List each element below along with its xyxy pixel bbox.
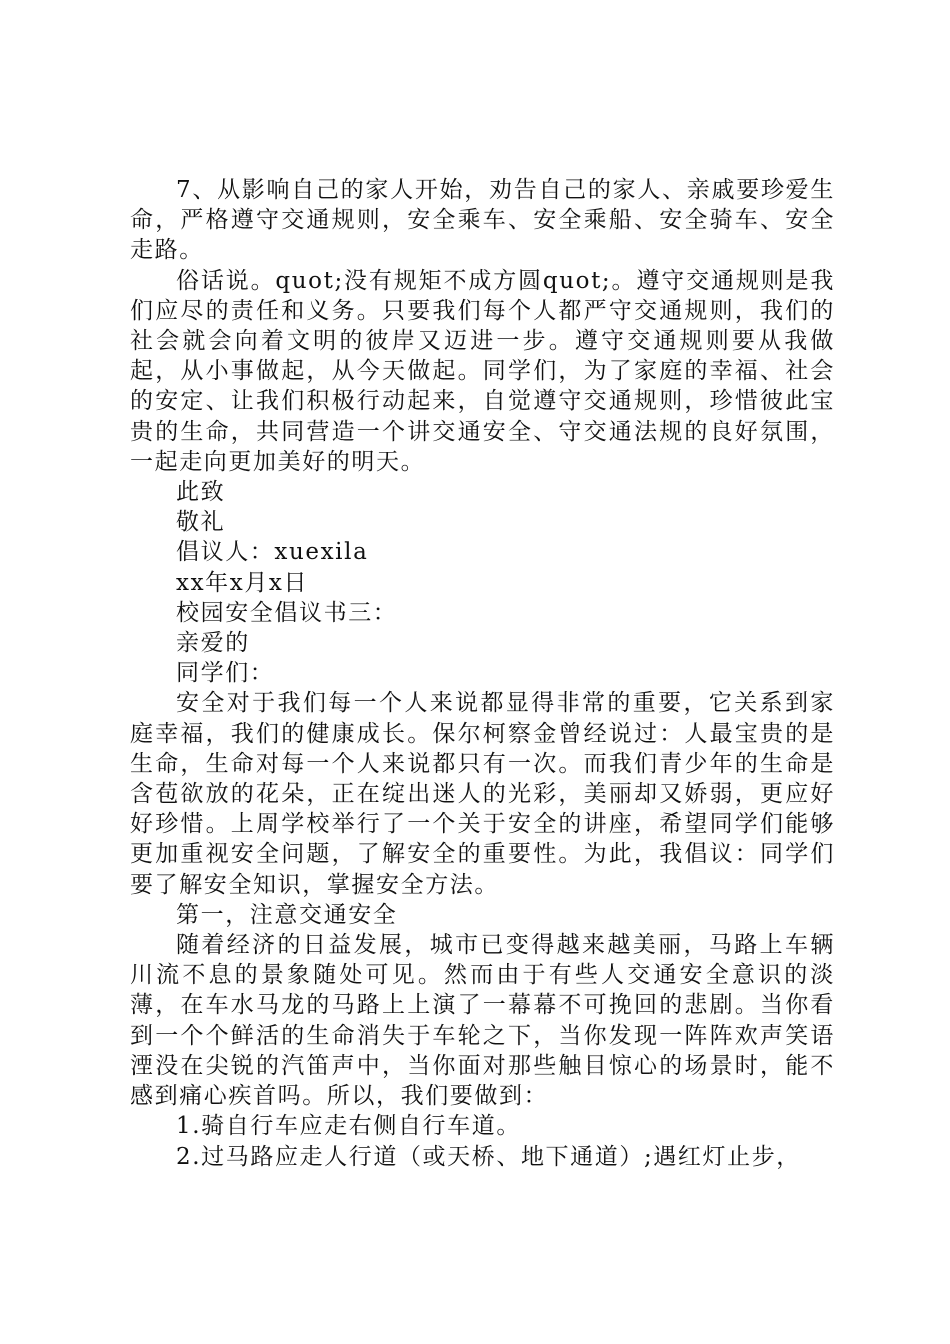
heading-traffic-safety: 第一，注意交通安全 [176, 901, 398, 928]
list-item-crossing: 2.过马路应走人行道（或天桥、地下通道）;遇红灯止步， [176, 1143, 801, 1170]
paragraph-traffic-context: 随着经济的日益发展，城市已变得越来越美丽，马路上车辆川流不息的景象随处可见。然而由于有些人交通安全意识的淡薄，在车水马龙的马路上上演了一幕幕不可挽回的悲剧。当你看到一个个鲜活的生命消失于车轮之下，当你发现一阵阵欢声笑语湮没在尖锐的汽笛声中，当你面对那些触目惊心的场景时，能不感到痛心疾首吗。所以，我们要做到： [130, 932, 835, 1110]
paragraph-family-advice: 7、从影响自己的家人开始，劝告自己的家人、亲戚要珍爱生命，严格遵守交通规则，安全乘车、安全乘船、安全骑车、安全走路。 [130, 177, 835, 264]
paragraph-proverb-rules: 俗话说。quot;没有规矩不成方圆quot;。遵守交通规则是我们应尽的责任和义务。只要我们每个人都严守交通规则，我们的社会就会向着文明的彼岸又迈进一步。遵守交通规则要从我做起，从小事做起，从今天做起。同学们，为了家庭的幸福、社会的安定、让我们积极行动起来，自觉遵守交通规则，珍惜彼此宝贵的生命，共同营造一个讲交通安全、守交通法规的良好氛围，一起走向更加美好的明天。 [130, 267, 835, 475]
greeting-line-1: 亲爱的 [176, 630, 250, 657]
proposer-signature: 倡议人：xuexila [176, 539, 369, 566]
date-line: xx年x月x日 [176, 569, 309, 596]
greeting-line-2: 同学们： [176, 660, 275, 687]
closing-regards: 敬礼 [176, 509, 226, 536]
closing-salutation: 此致 [176, 479, 226, 506]
paragraph-safety-importance: 安全对于我们每一个人来说都显得非常的重要，它关系到家庭幸福，我们的健康成长。保尔柯察金曾经说过：人最宝贵的是生命，生命对每一个人来说都只有一次。而我们青少年的生命是含苞欲放的花朵，正在绽出迷人的光彩，美丽却又娇弱，更应好好珍惜。上周学校举行了一个关于安全的讲座，希望同学们能够更加重视安全问题，了解安全的重要性。为此，我倡议：同学们要了解安全知识，掌握安全方法。 [130, 690, 835, 898]
document-body [130, 175, 835, 1172]
section-title: 校园安全倡议书三： [176, 599, 398, 626]
list-item-bicycle: 1.骑自行车应走右侧自行车道。 [176, 1113, 521, 1140]
